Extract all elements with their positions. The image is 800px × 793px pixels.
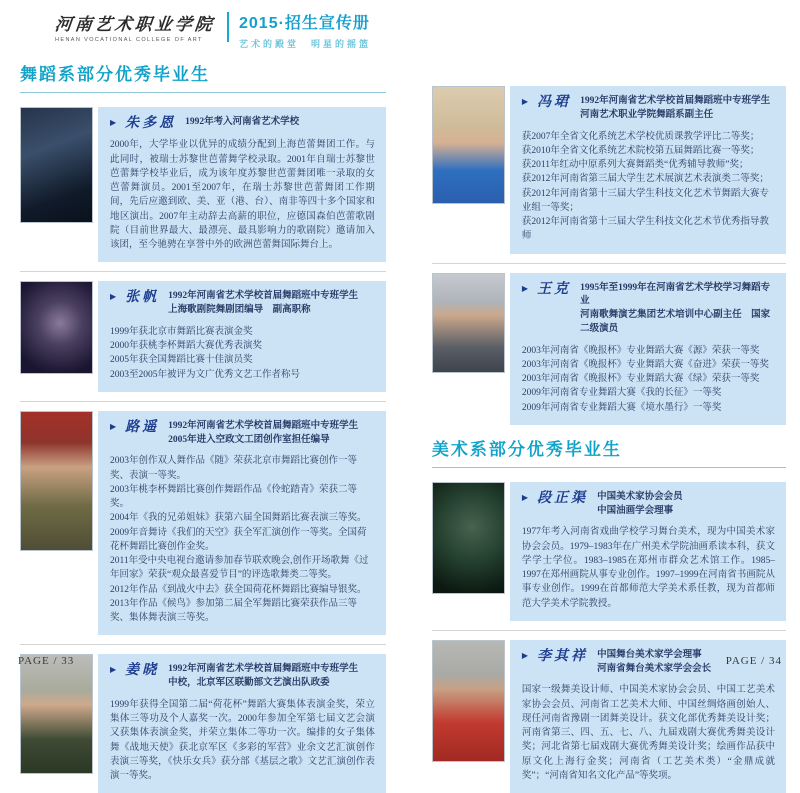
award-line: 获2007年全省文化系统艺术学校优质课教学评比二等奖； (521, 131, 760, 142)
graduate-name: 朱多恩 (125, 115, 177, 131)
profile-divider (20, 401, 386, 402)
red-shirt-outdoor-photo (432, 640, 505, 762)
profile-card-head (110, 420, 375, 448)
graduate-name: 李其祥 (537, 647, 589, 664)
profile-card (510, 273, 786, 425)
graduate-name: 段正渠 (537, 489, 589, 506)
blue-shirt-woman-photo (432, 86, 505, 204)
arrow-marker-icon: ▶ (521, 492, 529, 502)
arrow-marker-icon: ▶ (521, 283, 529, 293)
page-34 (432, 60, 786, 793)
profile-awards (110, 454, 375, 625)
graduate-title-line: 1992年河南省艺术学校首届舞蹈班中专班学生 (580, 96, 771, 106)
college-logo-calligraphy: 河南艺术职业学院 (53, 15, 216, 35)
award-line: 获2012年河南省第十三届大学生科技文化艺术节优秀指导教师 (521, 217, 769, 242)
dance-section-title: 舞蹈系部分优秀毕业生 (20, 60, 386, 93)
award-line: 获2010年全省文化系统艺术院校第五届舞蹈比赛一等奖； (521, 145, 760, 156)
gray-vest-man-photo (432, 273, 505, 373)
award-line: 2003年桃李杯舞蹈比赛创作舞蹈作品《伶蛇踏青》荣获二等奖。 (110, 484, 358, 510)
ballet-stage-photo (20, 107, 93, 223)
header-titles (239, 10, 371, 50)
graduate-title-line: 中国油画学会理事 (597, 505, 674, 516)
booklet-tagline: 艺术的殿堂 明星的摇篮 (239, 39, 372, 49)
graduate-titles (168, 290, 358, 318)
graduate-title-line: 河南省舞台美术家学会会长 (597, 663, 712, 674)
award-line: 2011年受中央电视台邀请参加春节联欢晚会,创作开场歌舞《过年回家》荣获“观众最喜爱节目”的评选歌舞类二等奖。 (110, 556, 369, 581)
arrow-marker-icon: ▶ (521, 97, 529, 106)
graduate-titles (168, 663, 358, 691)
profile-card-head (522, 282, 775, 337)
profile-card (98, 654, 386, 793)
graduate-titles (580, 95, 770, 123)
arrow-marker-icon: ▶ (110, 665, 117, 675)
profile-divider (20, 644, 386, 645)
art-section-title: 美术系部分优秀毕业生 (432, 435, 786, 468)
profile-lu-yao (20, 411, 386, 636)
profile-zhu-duoen (20, 107, 386, 262)
award-line: 2013年作品《候鸟》参加第二届全军舞蹈比赛荣获作品三等奖、集体舞表演三等奖。 (110, 598, 358, 624)
page-spread (0, 52, 800, 793)
stage-performer-photo (20, 281, 93, 374)
college-logo-english: HENAN VOCATIONAL COLLEGE OF ART (55, 37, 203, 43)
award-line: 2003年河南省《晚报杯》专业舞蹈大赛《绿》荣获一等奖 (521, 374, 760, 385)
page-33 (20, 60, 386, 793)
profile-card-head (522, 491, 775, 519)
profile-card (510, 86, 786, 254)
graduate-name: 王克 (537, 280, 572, 297)
arrow-marker-icon: ▶ (521, 650, 529, 660)
profile-card-head (110, 116, 375, 131)
profile-bio (522, 683, 775, 783)
profile-duan-zhengqu (432, 482, 786, 621)
graduate-titles (185, 116, 299, 130)
award-line: 获2011年红动中原系列大赛舞蹈类“优秀辅导教师”奖； (521, 160, 749, 171)
college-logo (55, 10, 227, 43)
graduate-title-line: 1992年河南省艺术学校首届舞蹈班中专班学生 (168, 291, 359, 302)
profile-awards (522, 344, 775, 415)
bio-paragraph: 国家一级舞美设计师、中国美术家协会会员、中国工艺美术家协会会员、河南省工艺美术大师、中国丝绸烙画创始人、现任河南省豫剧一团舞美设计。获文化部优秀舞美设计奖；河南省第三、四、五、七、八、九届戏剧大赛优秀舞美设计奖；河北省第七届戏剧大赛优秀舞美设计奖；绘画作品获中原文化上海行金奖；河南省（工艺美术类）“金鼎成就奖”；“河南省知名文化产品”等奖项。 (521, 685, 775, 781)
award-line: 1999年获北京市舞蹈比赛表演金奖 (110, 326, 253, 337)
arrow-marker-icon: ▶ (110, 421, 117, 431)
profile-feng-jun (432, 86, 786, 254)
award-line: 2009年河南省专业舞蹈大赛《境水墨行》一等奖 (521, 402, 722, 413)
profile-zhang-fan (20, 281, 386, 392)
award-line: 2003至2005年被评为文广优秀文艺工作者称号 (110, 369, 301, 380)
booklet-title: 2015·招生宣传册 (239, 15, 370, 32)
award-line: 2003年创作双人舞作品《随》荣获北京市舞蹈比赛创作一等奖、表演一等奖。 (110, 456, 358, 481)
award-line: 获2012年河南省第三届大学生艺术展演艺术表演类二等奖； (521, 174, 769, 185)
graduate-name: 张帆 (125, 289, 160, 306)
graduate-name: 冯珺 (537, 94, 572, 110)
profile-card (98, 281, 386, 392)
page-number-right: PAGE / 34 (725, 655, 782, 667)
graduate-title-line: 1992年河南省艺术学校首届舞蹈班中专班学生 (168, 664, 359, 675)
profile-card-head (110, 663, 375, 691)
profile-awards (522, 130, 775, 244)
profile-card (510, 482, 786, 621)
award-line: 2005年获全国舞蹈比赛十佳演员奖 (110, 355, 253, 366)
profile-bio (522, 525, 775, 611)
header-divider-line (227, 12, 229, 42)
graduate-title-line: 1995年至1999年在河南省艺术学校学习舞蹈专业 (580, 282, 771, 307)
award-line: 2003年河南省《晚报杯》专业舞蹈大赛《奋进》荣获一等奖 (521, 359, 769, 370)
graduate-title-line: 中国美术家协会会员 (597, 491, 683, 502)
graduate-titles (597, 649, 711, 677)
graduate-name: 姜晓 (125, 662, 160, 679)
header (0, 0, 800, 52)
graduate-titles (580, 282, 775, 337)
profile-bio (110, 698, 375, 784)
profile-card (98, 411, 386, 636)
award-line: 2000年获桃李杯舞蹈大赛优秀表演奖 (110, 341, 263, 352)
graduate-title-line: 2005年进入空政文工团创作室担任编导 (168, 434, 330, 445)
profile-card-head (110, 290, 375, 318)
graduate-title-line: 1992年河南省艺术学校首届舞蹈班中专班学生 (168, 420, 359, 431)
award-line: 2003年河南省《晚报杯》专业舞蹈大赛《源》荣获一等奖 (521, 345, 760, 356)
graduate-title-line: 中国舞台美术家学会理事 (597, 649, 702, 660)
graduate-titles (597, 491, 683, 519)
profile-awards (110, 325, 375, 382)
graduate-title-line: 上海歌剧院舞剧团编导 副高职称 (168, 305, 311, 316)
arrow-marker-icon: ▶ (110, 118, 117, 127)
profile-card (98, 107, 386, 262)
award-line: 2009年音舞诗《我们的天空》获全军汇演创作一等奖。全国荷花杯舞蹈比赛创作金奖。 (110, 527, 367, 552)
profile-card-head (522, 95, 775, 123)
award-line: 2009年河南省专业舞蹈大赛《我的长征》一等奖 (521, 388, 722, 399)
military-uniform-woman-photo (20, 411, 93, 551)
bio-paragraph: 1999年获得全国第二届“荷花杯”舞蹈大赛集体表演金奖，荣立集体三等功及个人嘉奖一次。2000年参加全军第七届文艺会演又获集体表演金奖，并荣立集体二等功一次。编排的女子集体舞《战地天使》获北京军区《多彩的军营》业余文艺汇演创作表演三等奖，《快乐女兵》获分部《基层之歌》文艺汇演创作表演一等奖。 (110, 699, 375, 782)
arrow-marker-icon: ▶ (110, 292, 117, 302)
graduate-title-line: 1992年考入河南省艺术学校 (185, 117, 300, 127)
profile-bio (110, 138, 375, 252)
profile-wang-ke (432, 273, 786, 425)
profile-divider (432, 630, 786, 631)
award-line: 获2012年河南省第十三届大学生科技文化艺术节舞蹈大赛专业组一等奖； (521, 188, 769, 213)
graduate-title-line: 河南艺术职业学院舞蹈系副主任 (580, 109, 714, 120)
graduate-title-line: 河南歌舞演艺集团艺术培训中心副主任 国家二级演员 (580, 310, 771, 334)
bio-paragraph: 1977年考入河南省戏曲学校学习舞台美术，现为中国美术家协会会员。1979–1983年在广州美术学院油画系读本科，获文学学士学位。1983–1985在郑州市群众艺术馆工作。1985–1997在郑州画院从事专业创作。1997–1999在河南省书画院从事专业创作。1999在首都师范大学美术系任教，现为首都师范大学美术学院教授。 (521, 527, 775, 609)
graduate-titles (168, 420, 358, 448)
dark-portrait-man-glasses-photo (432, 482, 505, 594)
award-line: 2004年《我的兄弟姐妹》获第六届全国舞蹈比赛表演三等奖。 (110, 513, 367, 524)
award-line: 2012年作品《到战火中去》获全国荷花杯舞蹈比赛编导银奖。 (110, 584, 367, 595)
bio-paragraph: 2000年，大学毕业以优异的成绩分配到上海芭蕾舞团工作。与此同时，被瑞士苏黎世芭蕾舞学校录取。2001年自瑞士苏黎世芭蕾舞学校毕业后，成为该年度苏黎世芭蕾舞团唯一录取的女芭蕾舞演员。2001至2007年，在瑞士苏黎世芭蕾舞团工作期间，先后应邀到欧、美、亚（港、台）、南非等四十多个国家和地区演出。2007年主动辞去高薪的职位，应德国森伯芭蕾歌剧院（目前世界最大、最漂亮、最具影响力的歌剧院）邀请加入该团，至今驰骋在享誉中外的欧洲芭蕾舞国际舞台上。 (110, 140, 375, 251)
graduate-title-line: 中校，北京军区联勤部文艺演出队政委 (168, 678, 330, 689)
graduate-name: 路遥 (125, 418, 160, 435)
profile-divider (20, 271, 386, 272)
profile-divider (432, 263, 786, 264)
army-uniform-woman-photo (20, 654, 93, 774)
profile-jiang-xiao (20, 654, 386, 793)
page-number-left: PAGE / 33 (18, 655, 75, 667)
